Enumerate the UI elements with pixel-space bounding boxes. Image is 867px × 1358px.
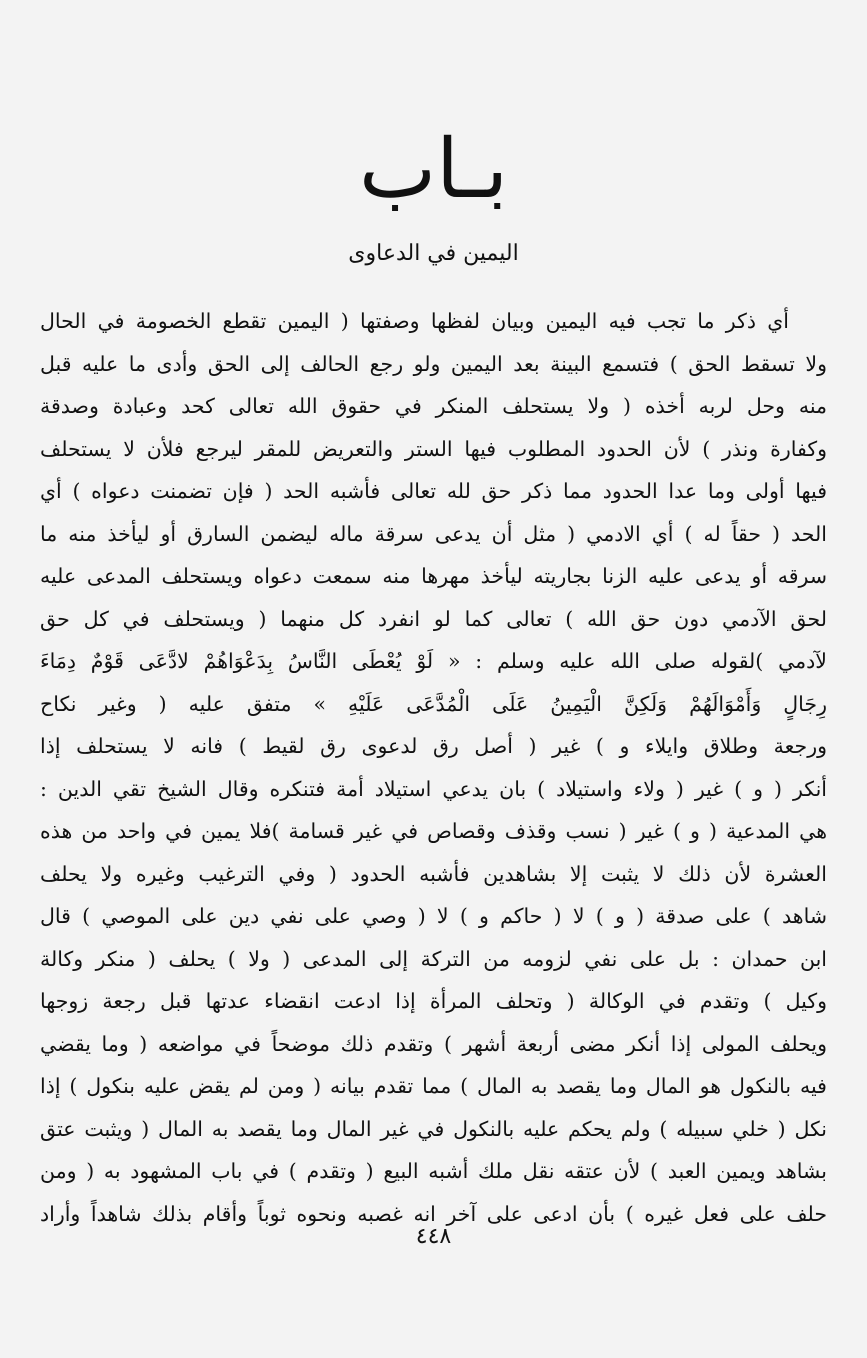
text-line: فيه بالنكول هو المال وما يقصد به المال ) مما تقدم بيانه ( ومن لم يقض عليه بنكول ) إذا	[40, 1074, 827, 1098]
text-line: فيها أولى وما عدا الحدود مما ذكر حق لله تعالى فأشبه الحد ( فإن تضمنت دعواه ) أي	[40, 479, 827, 503]
text-line: أنكر ( و ) غير ( ولاء واستيلاد ) بان يدعي استيلاد أمة فتنكره وقال الشيخ تقي الدين :	[40, 776, 827, 801]
page-number: ٤٤٨	[415, 1224, 452, 1249]
section-heading: اليمين في الدعاوى	[348, 241, 519, 266]
text-line: وكفارة ونذر ) لأن الحدود المطلوب فيها الستر والتعريض للمقر ليرجع فلأن لا يستحلف	[40, 436, 827, 461]
text-line: لآدمي )لقوله صلى الله عليه وسلم : « لَوْ يُعْطَى النَّاسُ بِدَعْوَاهُمْ لادَّعَى قَوْمٌ دِمَاءَ	[40, 649, 827, 673]
text-line: حلف على فعل غيره ) بأن ادعى على آخر انه غصبه ونحوه ثوباً وأقام بذلك شاهداً وأراد	[40, 1201, 827, 1226]
text-line: لحق الآدمي دون حق الله ) تعالى كما لو انفرد كل منهما ( ويستحلف في كل حق	[40, 606, 827, 631]
text-line: أي ذكر ما تجب فيه اليمين وبيان لفظها وصفتها ( اليمين تقطع الخصومة في الحال	[40, 309, 789, 333]
text-line: وكيل ) وتقدم في الوكالة ( وتحلف المرأة إذا ادعت انقضاء عدتها قبل رجعة زوجها	[40, 989, 827, 1013]
text-line: سرقه أو يدعى عليه الزنا بجاريته ليأخذ مهرها منه سمعت دعواه ويستحلف المدعى عليه	[40, 564, 827, 588]
text-line: شاهد ) على صدقة ( و ) لا ( حاكم و ) لا ( وصي على نفي دين على الموصي ) قال	[40, 904, 827, 928]
text-line: ورجعة وطلاق وايلاء و ) غير ( أصل رق لدعوى رق لقيط ) فانه لا يستحلف إذا	[40, 734, 827, 758]
text-line: العشرة لأن ذلك لا يثبت إلا بشاهدين فأشبه الحدود ( وفي الترغيب وغيره ولا يحلف	[40, 861, 827, 886]
text-line: هي المدعية ( و ) غير ( نسب وقذف وقصاص في غير قسامة )فلا يمين في واحد من هذه	[40, 819, 827, 843]
body-text	[40, 300, 827, 1235]
text-line: ولا تسقط الحق ) فتسمع البينة بعد اليمين ولو رجع الحالف إلى الحق وأدى ما عليه قبل	[40, 351, 827, 376]
text-line: نكل ( خلي سبيله ) ولم يحكم عليه بالنكول في غير المال وما يقصد به المال ( ويثبت عتق	[40, 1116, 827, 1141]
text-line: ابن حمدان : بل على نفي لزومه من التركة إلى المدعى ( ولا ) يحلف ( منكر وكالة	[40, 946, 827, 971]
chapter-title: بـاب	[358, 122, 509, 217]
text-line: رِجَالٍ وَأَمْوَالَهُمْ وَلَكِنَّ الْيَمِينُ عَلَى الْمُدَّعَى عَلَيْهِ » متفق عليه ( وغير نكاح	[40, 691, 827, 716]
text-line: الحد ( حقاً له ) أي الادمي ( مثل أن يدعى سرقة ماله ليضمن السارق أو ليأخذ منه ما	[40, 521, 827, 546]
text-line: منه وحل لربه أخذه ( ولا يستحلف المنكر في حقوق الله تعالى كحد وعبادة وصدقة	[40, 394, 827, 418]
text-line: بشاهد ويمين العبد ) لأن عتقه نقل ملك أشبه البيع ( وتقدم ) في باب المشهود به ( ومن	[40, 1159, 827, 1183]
text-line: ويحلف المولى إذا أنكر مضى أربعة أشهر ) وتقدم ذلك موضحاً في مواضعه ( وما يقضي	[40, 1031, 827, 1056]
